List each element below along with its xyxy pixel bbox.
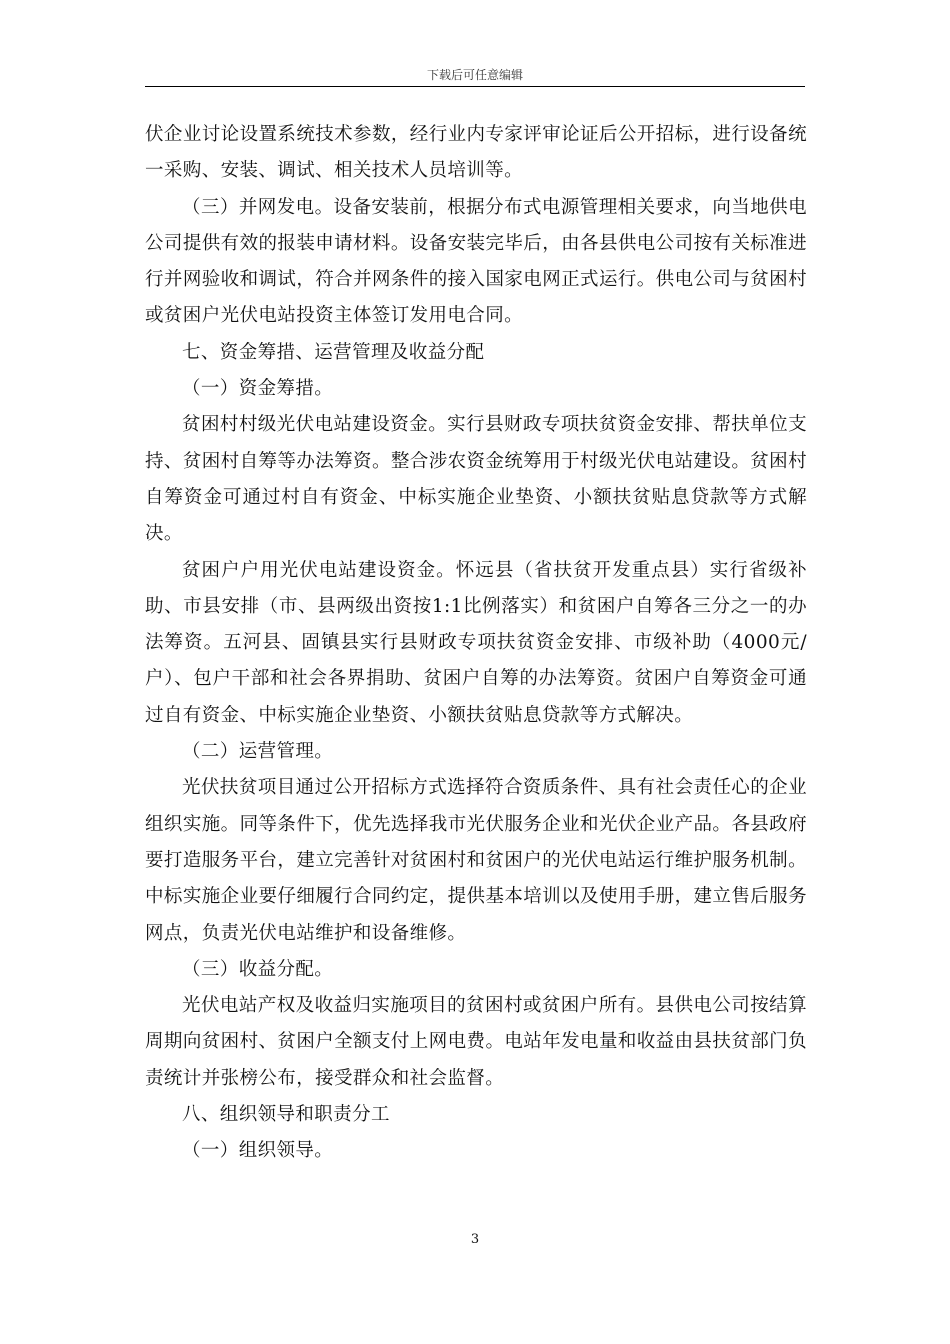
- page-header-note: 下载后可任意编辑: [426, 68, 523, 82]
- subheading-leadership: （一）组织领导。: [182, 1140, 334, 1162]
- paragraph-household-funding: 贫困户户用光伏电站建设资金。怀远县（省扶贫开发重点县）实行省级补助、市县安排（市、县两级出资按1:1比例落实）和贫困户自筹各三分之一的办法筹资。五河县、固镇县实行县财政专项扶贫资金安排、市级补助（4000元/户）、包户干部和社会各界捐助、贫困户自筹的办法筹资。贫困户自筹资金可通过自有资金、中标实施企业垫资、小额扶贫贴息贷款等方式解决。: [145, 559, 807, 726]
- section-heading-seven: 七、资金筹措、运营管理及收益分配: [182, 341, 485, 363]
- paragraph-operations: 光伏扶贫项目通过公开招标方式选择符合资质条件、具有社会责任心的企业组织实施。同等条件下，优先选择我市光伏服务企业和光伏企业产品。各县政府要打造服务平台，建立完善针对贫困村和贫困户的光伏电站运行维护服务机制。中标实施企业要仔细履行合同约定，提供基本培训以及使用手册，建立售后服务网点，负责光伏电站维护和设备维修。: [145, 777, 807, 944]
- document-body: [145, 117, 807, 1170]
- paragraph-village-funding: 贫困村村级光伏电站建设资金。实行县财政专项扶贫资金安排、帮扶单位支持、贫困村自筹等办法筹资。整合涉农资金统筹用于村级光伏电站建设。贫困村自筹资金可通过村自有资金、中标实施企业垫资、小额扶贫贴息贷款等方式解决。: [145, 414, 807, 545]
- paragraph-continuation: 伏企业讨论设置系统技术参数，经行业内专家评审论证后公开招标，进行设备统一采购、安装、调试、相关技术人员培训等。: [145, 124, 807, 182]
- subheading-revenue: （三）收益分配。: [182, 958, 334, 980]
- header-divider: [145, 86, 805, 87]
- paragraph-grid-connection: （三）并网发电。设备安装前，根据分布式电源管理相关要求，向当地供电公司提供有效的报装申请材料。设备安装完毕后，由各县供电公司按有关标准进行并网验收和调试，符合并网条件的接入国家电网正式运行。供电公司与贫困村或贫困户光伏电站投资主体签订发用电合同。: [145, 196, 807, 327]
- page-number: 3: [470, 1232, 480, 1247]
- subheading-operations: （二）运营管理。: [182, 741, 334, 763]
- section-heading-eight: 八、组织领导和职责分工: [182, 1104, 390, 1126]
- paragraph-revenue: 光伏电站产权及收益归实施项目的贫困村或贫困户所有。县供电公司按结算周期向贫困村、贫困户全额支付上网电费。电站年发电量和收益由县扶贫部门负责统计并张榜公布，接受群众和社会监督。: [145, 995, 807, 1089]
- subheading-fund-raising: （一）资金筹措。: [182, 378, 334, 400]
